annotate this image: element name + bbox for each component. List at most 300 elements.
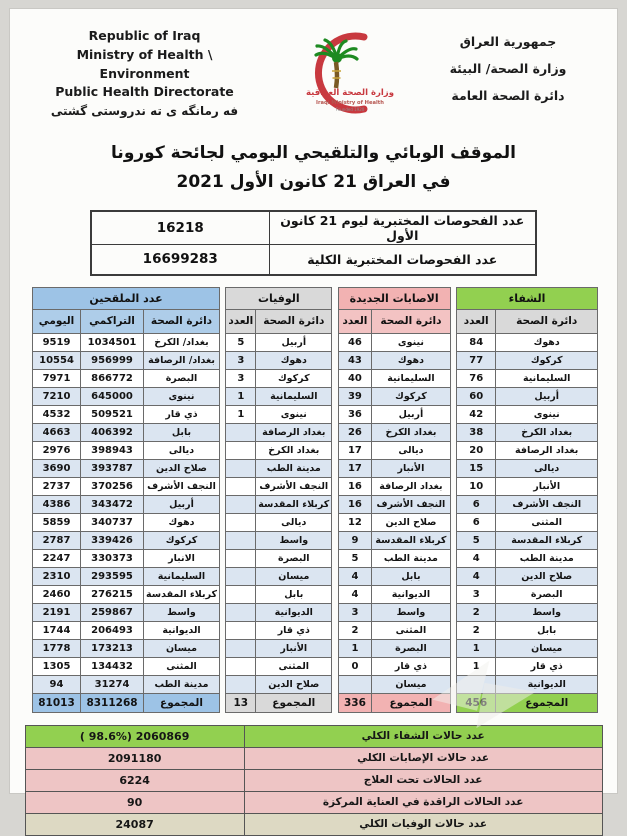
count-cell: 2247 [33,549,81,567]
total-label-cell: المجموع [372,693,450,712]
total-tests-label: عدد الفحوصات المختبرية الكلية [269,244,536,275]
province-name-cell: الديوانية [372,585,450,603]
province-name-cell: بغداد/ الكرخ [144,333,220,351]
province-name-cell: المثنى [372,621,450,639]
province-name-cell: ديالى [496,459,598,477]
header-english-block [32,27,257,120]
recovered-table [456,287,598,713]
province-name-cell: كربلاء المقدسة [496,531,598,549]
header-english-line: Ministry of Health \ Environment [76,46,213,81]
province-name-cell: بغداد الكرخ [372,423,450,441]
summary-value: ( 98.6%) 2060869 [25,725,244,747]
count-cell [226,495,256,513]
count-cell: 4 [456,567,495,585]
table-row [226,387,332,405]
table-row [33,351,220,369]
count-cell: 20 [456,441,495,459]
province-name-cell: بابل [144,423,220,441]
table-row [226,531,332,549]
table-row [456,441,597,459]
count-cell: 2 [456,621,495,639]
document-page [9,8,618,831]
summary-value: 2091180 [25,747,244,769]
header-arabic-block [423,29,593,110]
count-cell: 7210 [33,387,81,405]
count-cell: 2310 [33,567,81,585]
total-row [33,693,220,712]
count-cell [226,531,256,549]
table-row [338,387,450,405]
province-name-cell: كربلاء المقدسة [372,531,450,549]
count-cell: 956999 [81,351,144,369]
province-name-cell: بغداد الكرخ [496,423,598,441]
summary-label: عدد الحالات تحت العلاج [244,769,602,791]
count-cell: 370256 [81,477,144,495]
column-header: دائرة الصحة [256,309,332,333]
count-cell: 866772 [81,369,144,387]
count-cell: 4 [456,549,495,567]
count-cell: 206493 [81,621,144,639]
province-name-cell: أربيل [144,495,220,513]
province-name-cell: بابل [256,585,332,603]
count-cell: 5859 [33,513,81,531]
table-row [33,567,220,585]
column-header: التراكمي [81,309,144,333]
table-row [338,495,450,513]
document-header [10,9,617,125]
table-row [456,531,597,549]
count-cell: 393787 [81,459,144,477]
count-cell: 16 [338,495,372,513]
count-cell: 330373 [81,549,144,567]
count-cell: 1305 [33,657,81,675]
count-cell [226,567,256,585]
vaccinated-table [32,287,220,713]
table-row [226,333,332,351]
table-row [226,513,332,531]
table-row [226,495,332,513]
province-name-cell: الديوانية [496,675,598,693]
table-row [33,387,220,405]
total-count-cell: 8311268 [81,693,144,712]
count-cell: 509521 [81,405,144,423]
count-cell: 645000 [81,387,144,405]
table-row [338,639,450,657]
table-row [456,495,597,513]
count-cell: 36 [338,405,372,423]
province-name-cell: صلاح الدين [144,459,220,477]
count-cell: 4663 [33,423,81,441]
count-cell: 38 [456,423,495,441]
count-cell: 26 [338,423,372,441]
province-name-cell: المثنى [256,657,332,675]
province-name-cell: واسط [144,603,220,621]
province-name-cell: صلاح الدين [256,675,332,693]
total-count-cell: 81013 [33,693,81,712]
header-arabic-line: جمهورية العراق [459,34,557,49]
table-row [226,441,332,459]
region-table-column-headers [456,309,597,333]
table-row [338,459,450,477]
count-cell [338,675,372,693]
new-cases-table [338,287,451,713]
table-row [226,585,332,603]
count-cell [226,657,256,675]
province-name-cell: الأنبار [372,459,450,477]
count-cell: 1034501 [81,333,144,351]
summary-row-total-recovered [25,725,602,747]
summary-value: 90 [25,791,244,813]
province-name-cell: مدينة الطب [144,675,220,693]
province-name-cell: صلاح الدين [496,567,598,585]
province-name-cell: نينوى [256,405,332,423]
table-row [338,531,450,549]
count-cell: 7971 [33,369,81,387]
table-row [226,369,332,387]
province-name-cell: كربلاء المقدسة [144,585,220,603]
count-cell: 10 [456,477,495,495]
count-cell: 5 [338,549,372,567]
province-name-cell: السليمانية [144,567,220,585]
table-row [33,495,220,513]
total-count-cell: 456 [456,693,495,712]
table-row [456,387,597,405]
column-header: دائرة الصحة [144,309,220,333]
region-table-title: الشفاء [456,287,597,309]
province-name-cell: النجف الأشرف [256,477,332,495]
province-name-cell: أربيل [372,405,450,423]
count-cell: 1 [338,639,372,657]
region-table-column-headers [226,309,332,333]
count-cell: 31274 [81,675,144,693]
count-cell [226,639,256,657]
province-name-cell: كركوك [144,531,220,549]
count-cell: 84 [456,333,495,351]
count-cell: 3 [226,369,256,387]
table-row [456,369,597,387]
province-name-cell: كركوك [256,369,332,387]
province-name-cell: أربيل [496,387,598,405]
province-name-cell: البصرة [256,549,332,567]
province-name-cell: بابل [496,621,598,639]
count-cell: 293595 [81,567,144,585]
province-name-cell: النجف الأشرف [372,495,450,513]
count-cell: 2 [456,603,495,621]
table-row [226,459,332,477]
header-arabic-line: دائرة الصحة العامة [451,87,565,103]
summary-row-under-treatment [25,769,602,791]
summary-value: 6224 [25,769,244,791]
table-row [456,477,597,495]
daily-tests-label: عدد الفحوصات المختبرية ليوم 21 كانون الأول [269,211,536,245]
count-cell: 343472 [81,495,144,513]
header-kurdish-line: فه رمانگه ى ته ندروستى گشتى [50,104,239,118]
province-name-cell: البصرة [372,639,450,657]
province-name-cell: بابل [372,567,450,585]
count-cell: 94 [33,675,81,693]
count-cell [226,477,256,495]
total-row [226,693,332,712]
province-name-cell: النجف الأشرف [496,495,598,513]
province-name-cell: ميسان [496,639,598,657]
summary-table [25,725,603,836]
province-name-cell: الأنبار [256,639,332,657]
summary-value: 24087 [25,813,244,835]
province-name-cell: دهوك [144,513,220,531]
province-name-cell: نينوى [372,333,450,351]
count-cell: 406392 [81,423,144,441]
count-cell: 398943 [81,441,144,459]
count-cell [226,459,256,477]
table-row [456,675,597,693]
count-cell: 9519 [33,333,81,351]
column-header: العدد [456,309,495,333]
summary-row-total-deaths [25,813,602,835]
province-name-cell: البصرة [496,585,598,603]
table-row [338,441,450,459]
table-row [338,549,450,567]
column-header: العدد [338,309,372,333]
count-cell: 10554 [33,351,81,369]
count-cell: 3 [338,603,372,621]
table-row [456,621,597,639]
summary-row-total-cases [25,747,602,769]
province-name-cell: واسط [496,603,598,621]
table-row [456,603,597,621]
region-table-title-row [338,287,450,309]
lab-tests-table [90,210,537,276]
province-name-cell: مدينة الطب [256,459,332,477]
summary-label: عدد حالات الوفيات الكلي [244,813,602,835]
table-row [33,657,220,675]
count-cell: 340737 [81,513,144,531]
table-row [338,405,450,423]
table-row [456,351,597,369]
table-row [456,405,597,423]
table-row [33,621,220,639]
count-cell [226,441,256,459]
count-cell: 40 [338,369,372,387]
region-table-column-headers [33,309,220,333]
total-label-cell: المجموع [496,693,598,712]
table-row [226,675,332,693]
count-cell: 5 [456,531,495,549]
table-row [456,459,597,477]
province-name-cell: البصرة [144,369,220,387]
table-row [226,549,332,567]
region-table-title-row [226,287,332,309]
count-cell: 39 [338,387,372,405]
count-cell: 46 [338,333,372,351]
province-name-cell: ذي قار [144,405,220,423]
province-name-cell: الديوانية [144,621,220,639]
region-table-title-row [33,287,220,309]
count-cell: 43 [338,351,372,369]
count-cell [226,585,256,603]
province-name-cell: دهوك [496,333,598,351]
count-cell: 173213 [81,639,144,657]
count-cell: 0 [338,657,372,675]
table-row [338,477,450,495]
table-row [226,567,332,585]
count-cell: 2976 [33,441,81,459]
summary-label: عدد حالات الشفاء الكلي [244,725,602,747]
count-cell: 6 [456,495,495,513]
total-row [456,693,597,712]
table-row [226,657,332,675]
table-row [33,459,220,477]
count-cell: 1 [456,657,495,675]
province-name-cell: واسط [372,603,450,621]
summary-label: عدد حالات الإصابات الكلي [244,747,602,769]
summary-label: عدد الحالات الراقدة في العناية المركزة [244,791,602,813]
table-row [33,333,220,351]
table-row [226,405,332,423]
province-name-cell: ذي قار [372,657,450,675]
province-name-cell: الديوانية [256,603,332,621]
column-header: اليومي [33,309,81,333]
table-row [338,369,450,387]
province-name-cell: السليمانية [256,387,332,405]
province-name-cell: صلاح الدين [372,513,450,531]
province-name-cell: كركوك [372,387,450,405]
count-cell: 1744 [33,621,81,639]
province-name-cell: الانبار [144,549,220,567]
province-name-cell: ديالى [372,441,450,459]
table-row [33,603,220,621]
region-table-column-headers [338,309,450,333]
province-name-cell: بغداد الكرخ [256,441,332,459]
count-cell: 1 [226,405,256,423]
count-cell: 3 [456,585,495,603]
count-cell: 276215 [81,585,144,603]
count-cell: 9 [338,531,372,549]
count-cell [226,675,256,693]
total-row [338,693,450,712]
count-cell: 2191 [33,603,81,621]
province-name-cell: ديالى [144,441,220,459]
province-name-cell: ميسان [372,675,450,693]
total-count-cell: 336 [338,693,372,712]
province-name-cell: ذي قار [496,657,598,675]
count-cell: 5 [226,333,256,351]
table-row [456,567,597,585]
region-table-title: الوفيات [226,287,332,309]
province-name-cell: مدينة الطب [496,549,598,567]
total-count-cell: 13 [226,693,256,712]
table-row [456,423,597,441]
table-row [33,531,220,549]
table-row [33,549,220,567]
province-name-cell: بغداد الرصافة [372,477,450,495]
region-table-title: عدد الملقحين [33,287,220,309]
province-name-cell: كركوك [496,351,598,369]
header-english-line: Republic of Iraq [88,28,201,43]
count-cell: 2787 [33,531,81,549]
count-cell [226,549,256,567]
table-row [226,477,332,495]
logo-arabic-text: وزارة الصحة العراقية [306,88,394,98]
province-name-cell: المثنى [496,513,598,531]
table-row [33,639,220,657]
table-row [91,244,536,275]
province-name-cell: السليمانية [372,369,450,387]
count-cell: 1 [456,639,495,657]
report-title [10,139,617,197]
count-cell: 2737 [33,477,81,495]
count-cell: 60 [456,387,495,405]
report-title-line1: الموقف الوبائي والتلقيحي اليومي لجائحة كورونا [111,143,516,163]
count-cell: 134432 [81,657,144,675]
total-tests-value: 16699283 [91,244,269,275]
iraq-moh-crescent-palm-icon [280,29,400,125]
count-cell: 259867 [81,603,144,621]
province-name-cell: ديالى [256,513,332,531]
count-cell: 76 [456,369,495,387]
table-row [338,567,450,585]
province-name-cell: نينوى [496,405,598,423]
total-label-cell: المجموع [144,693,220,712]
table-row [226,603,332,621]
table-row [338,513,450,531]
deaths-table [225,287,332,713]
count-cell: 1 [226,387,256,405]
count-cell: 2460 [33,585,81,603]
region-table-title-row [456,287,597,309]
province-name-cell: المثنى [144,657,220,675]
count-cell: 15 [456,459,495,477]
count-cell: 2 [338,621,372,639]
count-cell: 4386 [33,495,81,513]
province-name-cell: بغداد/ الرصافة [144,351,220,369]
table-row [33,513,220,531]
table-row [33,405,220,423]
report-title-line2: في العراق 21 كانون الأول 2021 [176,171,451,192]
count-cell: 12 [338,513,372,531]
daily-tests-value: 16218 [91,211,269,245]
logo-founded-text: Founded 1920 [335,107,365,112]
table-row [33,477,220,495]
count-cell [226,603,256,621]
count-cell: 16 [338,477,372,495]
table-row [456,513,597,531]
province-name-cell: الأنبار [496,477,598,495]
count-cell: 1778 [33,639,81,657]
province-name-cell: بغداد الرصافة [256,423,332,441]
column-header: دائرة الصحة [372,309,450,333]
province-name-cell: كربلاء المقدسة [256,495,332,513]
region-table-title: الاصابات الجديدة [338,287,450,309]
table-row [33,675,220,693]
count-cell: 77 [456,351,495,369]
count-cell: 6 [456,513,495,531]
column-header: العدد [226,309,256,333]
table-row [456,333,597,351]
table-row [456,657,597,675]
count-cell: 4532 [33,405,81,423]
province-name-cell: أربيل [256,333,332,351]
province-name-cell: النجف الأشرف [144,477,220,495]
count-cell: 3 [226,351,256,369]
table-row [91,211,536,245]
table-row [338,675,450,693]
province-name-cell: مدينة الطب [372,549,450,567]
count-cell: 42 [456,405,495,423]
summary-row-icu-cases [25,791,602,813]
table-row [338,351,450,369]
column-header: دائرة الصحة [496,309,598,333]
table-row [456,549,597,567]
